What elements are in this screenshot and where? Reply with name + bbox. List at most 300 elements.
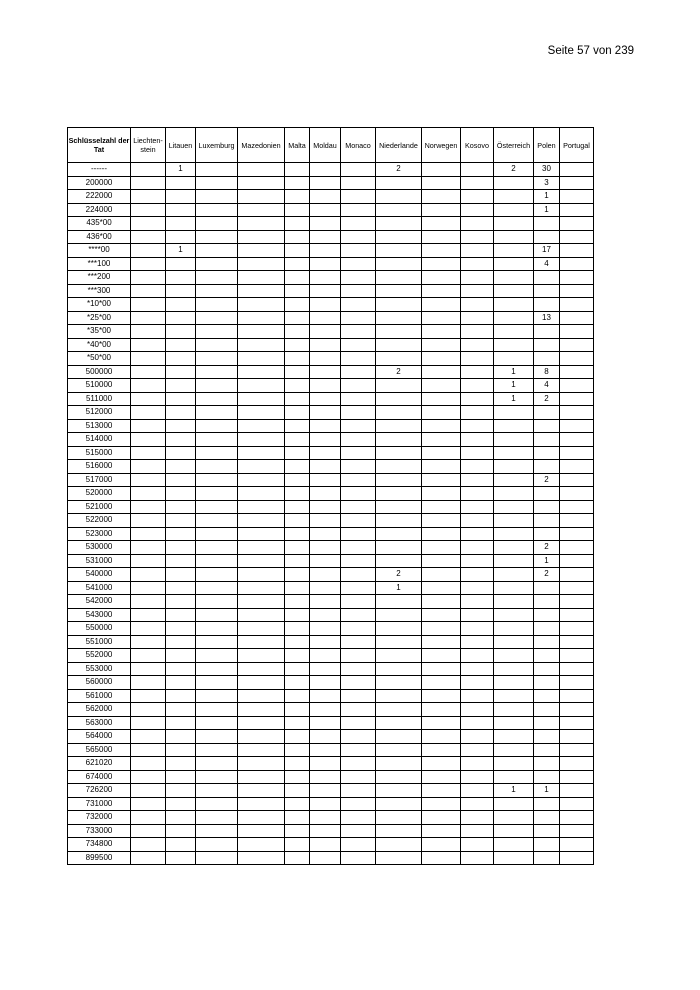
table-cell-value: [341, 689, 376, 703]
table-cell-value: [131, 487, 166, 501]
table-cell-value: [310, 190, 341, 204]
table-cell-value: [285, 784, 310, 798]
table-cell-value: [341, 352, 376, 366]
table-cell-value: 4: [534, 379, 560, 393]
table-cell-value: [196, 838, 238, 852]
table-cell-value: [422, 203, 461, 217]
table-cell-value: 4: [534, 257, 560, 271]
table-cell-value: [131, 365, 166, 379]
table-cell-value: [560, 568, 594, 582]
table-cell-value: 2: [534, 473, 560, 487]
table-cell-value: [285, 176, 310, 190]
table-cell-key: 550000: [68, 622, 131, 636]
table-cell-key: 540000: [68, 568, 131, 582]
table-cell-value: [285, 770, 310, 784]
table-cell-value: [285, 244, 310, 258]
table-cell-value: [285, 730, 310, 744]
table-cell-value: [560, 379, 594, 393]
table-cell-value: [422, 392, 461, 406]
table-cell-value: [166, 325, 196, 339]
table-cell-key: 674000: [68, 770, 131, 784]
table-row: [68, 325, 594, 339]
table-cell-value: [494, 730, 534, 744]
table-cell-value: [560, 163, 594, 177]
table-cell-value: [461, 325, 494, 339]
table-cell-value: [341, 595, 376, 609]
table-cell-value: [534, 460, 560, 474]
table-cell-value: [560, 298, 594, 312]
table-cell-value: [494, 487, 534, 501]
table-cell-key: 224000: [68, 203, 131, 217]
table-cell-key: 542000: [68, 595, 131, 609]
table-cell-value: [560, 554, 594, 568]
table-cell-value: [310, 514, 341, 528]
table-cell-value: [494, 662, 534, 676]
column-header-country: Niederlande: [376, 128, 422, 163]
table-cell-value: 1: [376, 581, 422, 595]
table-cell-value: [238, 500, 285, 514]
table-row: [68, 230, 594, 244]
table-row: [68, 500, 594, 514]
table-cell-value: [422, 379, 461, 393]
table-cell-value: [341, 797, 376, 811]
table-cell-value: [560, 338, 594, 352]
table-cell-value: [341, 622, 376, 636]
table-cell-value: [494, 244, 534, 258]
table-cell-value: [461, 190, 494, 204]
table-cell-value: [534, 730, 560, 744]
table-cell-value: [461, 730, 494, 744]
table-cell-value: [166, 851, 196, 865]
table-cell-value: [341, 662, 376, 676]
table-row: [68, 703, 594, 717]
table-cell-value: [166, 730, 196, 744]
table-cell-value: [461, 298, 494, 312]
table-cell-value: [494, 176, 534, 190]
table-cell-value: [196, 163, 238, 177]
table-cell-value: [131, 757, 166, 771]
table-cell-value: [285, 757, 310, 771]
table-cell-value: [494, 676, 534, 690]
table-cell-value: [238, 716, 285, 730]
table-cell-value: [560, 460, 594, 474]
table-row: [68, 379, 594, 393]
table-cell-value: [310, 662, 341, 676]
table-cell-value: [285, 595, 310, 609]
table-cell-value: [560, 662, 594, 676]
table-cell-value: [376, 311, 422, 325]
table-row: [68, 392, 594, 406]
table-cell-value: [166, 824, 196, 838]
table-cell-value: [534, 406, 560, 420]
column-header-country: Norwegen: [422, 128, 461, 163]
table-cell-value: [560, 541, 594, 555]
table-cell-value: [560, 797, 594, 811]
table-cell-value: [422, 406, 461, 420]
table-cell-value: [310, 487, 341, 501]
table-cell-value: [166, 757, 196, 771]
table-cell-value: [238, 811, 285, 825]
table-cell-value: [560, 203, 594, 217]
table-cell-value: [238, 676, 285, 690]
table-cell-value: [534, 271, 560, 285]
table-cell-value: [310, 689, 341, 703]
table-cell-value: [422, 190, 461, 204]
table-row: [68, 514, 594, 528]
table-cell-value: [166, 797, 196, 811]
table-row: [68, 797, 594, 811]
table-cell-value: [461, 595, 494, 609]
table-cell-value: [238, 406, 285, 420]
table-cell-value: [131, 797, 166, 811]
table-cell-value: [560, 514, 594, 528]
table-cell-key: 562000: [68, 703, 131, 717]
table-cell-value: [131, 649, 166, 663]
table-cell-value: [560, 284, 594, 298]
table-row: [68, 676, 594, 690]
table-cell-key: 522000: [68, 514, 131, 528]
table-cell-value: 2: [534, 392, 560, 406]
table-cell-value: [285, 662, 310, 676]
table-cell-value: [196, 622, 238, 636]
table-cell-value: [461, 676, 494, 690]
table-cell-value: [310, 757, 341, 771]
table-cell-value: [461, 379, 494, 393]
table-cell-value: [285, 743, 310, 757]
table-cell-value: [131, 257, 166, 271]
table-cell-value: [310, 338, 341, 352]
table-cell-value: [238, 824, 285, 838]
table-cell-value: [196, 689, 238, 703]
table-cell-value: [166, 527, 196, 541]
table-cell-value: [461, 514, 494, 528]
table-cell-value: [310, 676, 341, 690]
table-cell-value: [310, 271, 341, 285]
table-cell-value: [461, 203, 494, 217]
table-cell-value: [461, 392, 494, 406]
table-cell-value: [238, 217, 285, 231]
table-row: [68, 460, 594, 474]
table-cell-value: [422, 338, 461, 352]
table-cell-value: [560, 433, 594, 447]
table-cell-value: [310, 325, 341, 339]
table-cell-value: [196, 217, 238, 231]
table-body: [68, 163, 594, 865]
column-header-country: Malta: [285, 128, 310, 163]
table-cell-value: [560, 271, 594, 285]
table-row: [68, 284, 594, 298]
table-cell-value: [494, 554, 534, 568]
table-cell-value: [560, 608, 594, 622]
table-cell-value: [461, 527, 494, 541]
table-cell-key: 732000: [68, 811, 131, 825]
table-cell-value: [285, 797, 310, 811]
table-row: [68, 716, 594, 730]
table-cell-value: [341, 257, 376, 271]
table-cell-value: [196, 676, 238, 690]
table-cell-value: [494, 298, 534, 312]
table-cell-key: *25*00: [68, 311, 131, 325]
table-cell-value: [131, 473, 166, 487]
table-cell-value: [422, 257, 461, 271]
table-cell-value: [422, 757, 461, 771]
table-cell-value: [341, 284, 376, 298]
table-cell-value: [422, 581, 461, 595]
table-cell-value: [196, 257, 238, 271]
table-cell-value: [422, 703, 461, 717]
table-cell-value: [461, 811, 494, 825]
table-cell-value: 1: [534, 554, 560, 568]
table-cell-value: [166, 392, 196, 406]
table-cell-value: [238, 743, 285, 757]
table-cell-value: [534, 433, 560, 447]
table-cell-value: [196, 392, 238, 406]
table-cell-value: [285, 163, 310, 177]
table-cell-key: 517000: [68, 473, 131, 487]
table-cell-value: [376, 406, 422, 420]
table-cell-value: [285, 365, 310, 379]
table-cell-value: [376, 527, 422, 541]
table-cell-value: [461, 311, 494, 325]
table-row: [68, 433, 594, 447]
table-row: [68, 581, 594, 595]
table-cell-value: [310, 581, 341, 595]
table-cell-value: [310, 716, 341, 730]
table-cell-value: [131, 838, 166, 852]
table-cell-value: [285, 689, 310, 703]
table-cell-value: [422, 446, 461, 460]
table-cell-value: [461, 230, 494, 244]
table-cell-value: [494, 230, 534, 244]
table-cell-value: [166, 217, 196, 231]
table-cell-value: [131, 433, 166, 447]
table-cell-value: [131, 446, 166, 460]
table-cell-value: [131, 527, 166, 541]
table-cell-value: [376, 298, 422, 312]
table-row: [68, 190, 594, 204]
table-cell-value: [376, 676, 422, 690]
table-cell-key: 515000: [68, 446, 131, 460]
table-cell-value: [238, 473, 285, 487]
table-cell-value: [166, 649, 196, 663]
table-cell-key: 621020: [68, 757, 131, 771]
table-cell-value: [461, 257, 494, 271]
table-cell-value: [376, 419, 422, 433]
table-cell-value: [238, 284, 285, 298]
table-cell-value: [422, 325, 461, 339]
table-cell-value: [285, 352, 310, 366]
table-cell-value: [422, 298, 461, 312]
table-cell-value: [238, 257, 285, 271]
table-cell-value: [422, 770, 461, 784]
table-cell-value: [494, 527, 534, 541]
table-cell-value: [560, 527, 594, 541]
table-cell-value: [534, 743, 560, 757]
table-cell-value: [376, 784, 422, 798]
table-cell-value: [196, 730, 238, 744]
table-cell-value: [166, 689, 196, 703]
table-cell-value: [422, 176, 461, 190]
table-cell-value: [285, 406, 310, 420]
table-cell-value: [238, 554, 285, 568]
table-cell-value: [534, 608, 560, 622]
table-cell-value: [461, 338, 494, 352]
table-row: [68, 838, 594, 852]
table-cell-value: [131, 784, 166, 798]
table-cell-value: [196, 784, 238, 798]
table-cell-value: [341, 784, 376, 798]
table-cell-value: [560, 365, 594, 379]
table-cell-value: [341, 514, 376, 528]
table-cell-value: [534, 649, 560, 663]
table-cell-value: [422, 514, 461, 528]
table-cell-value: [341, 487, 376, 501]
table-cell-value: [534, 217, 560, 231]
table-cell-value: [310, 460, 341, 474]
table-cell-value: [310, 392, 341, 406]
table-cell-value: [310, 622, 341, 636]
table-cell-value: [494, 433, 534, 447]
table-cell-value: 2: [376, 163, 422, 177]
table-cell-key: 513000: [68, 419, 131, 433]
table-cell-value: [534, 851, 560, 865]
table-row: [68, 244, 594, 258]
table-cell-value: [494, 325, 534, 339]
table-cell-value: [461, 473, 494, 487]
table-cell-value: [376, 433, 422, 447]
table-cell-value: [341, 581, 376, 595]
table-cell-value: [196, 568, 238, 582]
table-cell-value: [560, 730, 594, 744]
table-cell-value: [560, 689, 594, 703]
table-row: [68, 811, 594, 825]
table-row: [68, 338, 594, 352]
table-cell-value: [131, 500, 166, 514]
table-cell-value: [196, 325, 238, 339]
table-row: [68, 824, 594, 838]
table-cell-value: [422, 473, 461, 487]
table-cell-value: [310, 568, 341, 582]
table-cell-value: [534, 622, 560, 636]
table-cell-value: [534, 419, 560, 433]
table-cell-value: [196, 487, 238, 501]
table-row: [68, 730, 594, 744]
table-cell-value: [238, 851, 285, 865]
table-cell-key: 436*00: [68, 230, 131, 244]
table-cell-value: [166, 743, 196, 757]
table-cell-value: 2: [376, 365, 422, 379]
table-cell-value: 2: [534, 568, 560, 582]
table-cell-value: [560, 190, 594, 204]
table-cell-value: [422, 716, 461, 730]
table-cell-value: [560, 635, 594, 649]
table-row: [68, 203, 594, 217]
table-row: [68, 554, 594, 568]
header-row: [68, 128, 594, 163]
table-cell-value: [494, 703, 534, 717]
table-cell-value: [238, 757, 285, 771]
table-cell-value: [494, 284, 534, 298]
table-cell-value: [285, 514, 310, 528]
table-cell-value: [341, 703, 376, 717]
table-cell-value: [310, 446, 341, 460]
table-cell-value: [285, 824, 310, 838]
table-cell-value: [341, 271, 376, 285]
table-cell-value: [341, 824, 376, 838]
table-cell-value: [131, 230, 166, 244]
table-cell-value: [196, 406, 238, 420]
table-cell-value: [376, 446, 422, 460]
table-cell-value: [310, 554, 341, 568]
table-row: [68, 770, 594, 784]
table-cell-value: [238, 419, 285, 433]
table-cell-value: [560, 487, 594, 501]
table-cell-value: [461, 284, 494, 298]
table-cell-value: [238, 527, 285, 541]
table-cell-value: [166, 676, 196, 690]
table-cell-value: [422, 541, 461, 555]
table-cell-value: [196, 446, 238, 460]
table-cell-value: [131, 176, 166, 190]
table-cell-value: [341, 635, 376, 649]
table-cell-key: 500000: [68, 365, 131, 379]
table-cell-value: [238, 689, 285, 703]
table-cell-value: [238, 298, 285, 312]
table-cell-key: 553000: [68, 662, 131, 676]
table-cell-value: [494, 635, 534, 649]
table-cell-value: [310, 541, 341, 555]
table-cell-value: [131, 325, 166, 339]
table-cell-value: [341, 446, 376, 460]
table-cell-value: [376, 514, 422, 528]
table-cell-key: 510000: [68, 379, 131, 393]
table-cell-value: [238, 541, 285, 555]
table-cell-value: [196, 581, 238, 595]
table-cell-value: [166, 581, 196, 595]
table-cell-value: [131, 163, 166, 177]
table-cell-value: [341, 419, 376, 433]
table-cell-value: [422, 460, 461, 474]
table-row: [68, 217, 594, 231]
table-cell-value: [494, 271, 534, 285]
table-cell-value: [560, 325, 594, 339]
table-cell-value: [422, 824, 461, 838]
table-cell-value: [285, 298, 310, 312]
table-cell-value: [238, 379, 285, 393]
table-cell-value: 1: [494, 784, 534, 798]
table-cell-value: [285, 851, 310, 865]
table-cell-value: [534, 662, 560, 676]
table-cell-value: [341, 190, 376, 204]
table-cell-value: [560, 257, 594, 271]
table-cell-value: [534, 838, 560, 852]
table-cell-value: [285, 311, 310, 325]
table-cell-value: [341, 230, 376, 244]
table-cell-value: [422, 838, 461, 852]
table-row: [68, 635, 594, 649]
table-cell-value: [341, 163, 376, 177]
table-cell-value: [494, 473, 534, 487]
table-cell-value: [166, 460, 196, 474]
table-cell-value: [560, 784, 594, 798]
table-cell-value: 1: [494, 392, 534, 406]
table-cell-value: [461, 419, 494, 433]
table-cell-value: [494, 716, 534, 730]
table-cell-value: [238, 703, 285, 717]
table-cell-value: [422, 311, 461, 325]
table-cell-value: [422, 352, 461, 366]
table-cell-value: [560, 581, 594, 595]
